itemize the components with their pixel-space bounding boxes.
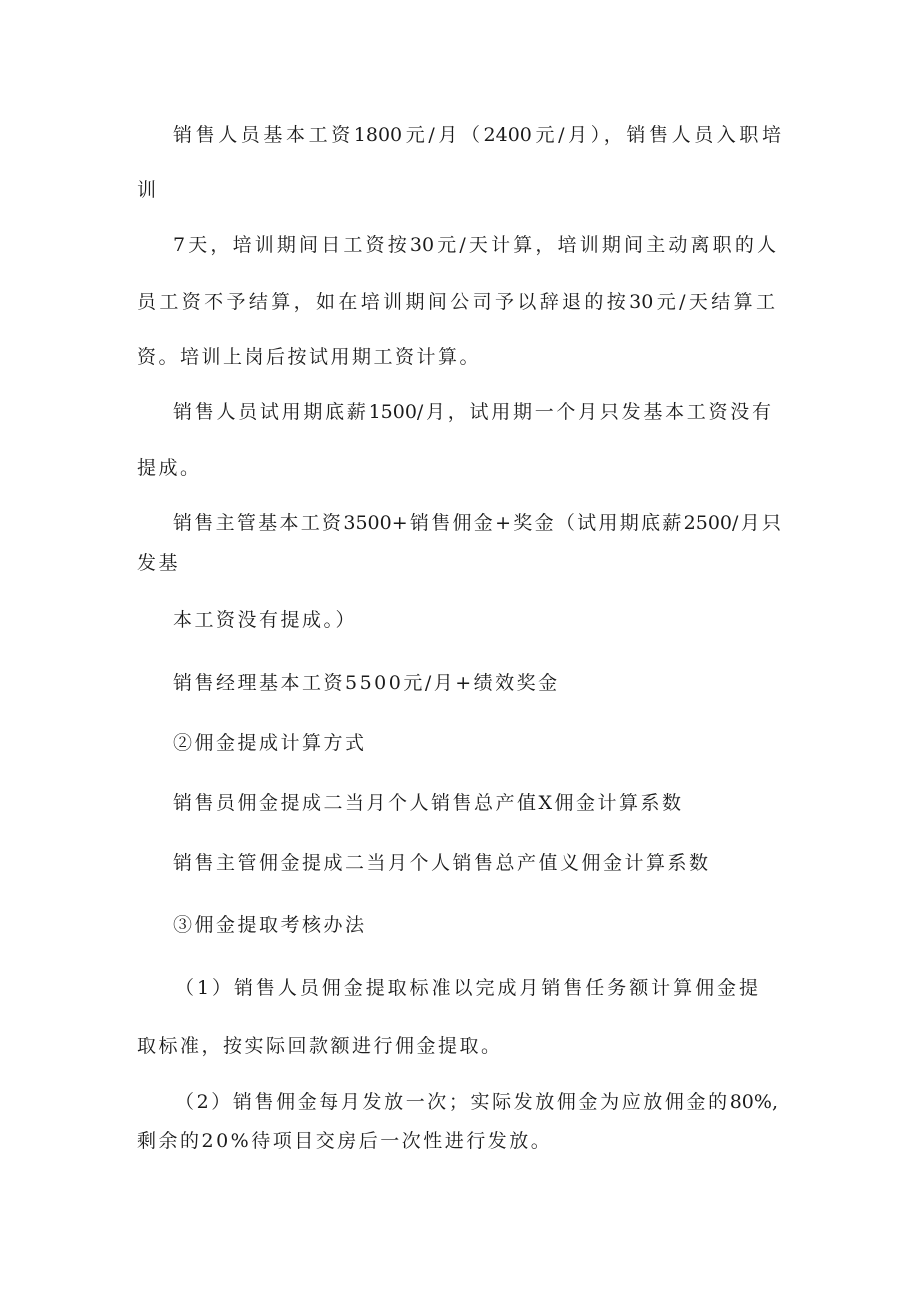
text-line: 销售人员试用期底薪1500/月，试用期一个月只发基本工资没有 xyxy=(173,401,771,423)
section-heading: ③佣金提取考核办法 xyxy=(173,914,367,936)
text-line: （2）销售佣金每月发放一次；实际发放佣金为应放佣金的80%, xyxy=(175,1091,778,1113)
text-line: 资。培训上岗后按试用期工资计算。 xyxy=(137,346,482,368)
text-line: 训 xyxy=(137,179,159,201)
text-line: 剩余的20%待项目交房后一次性进行发放。 xyxy=(137,1130,553,1152)
text-line: 提成。 xyxy=(137,457,202,479)
text-line: 销售主管基本工资3500+销售佣金+奖金（试用期底薪2500/月只 xyxy=(173,512,781,534)
text-line: （1）销售人员佣金提取标准以完成月销售任务额计算佣金提 xyxy=(175,977,758,999)
text-line: 取标准，按实际回款额进行佣金提取。 xyxy=(137,1035,503,1057)
text-line: 发基 xyxy=(137,552,181,574)
text-line: 销售经理基本工资5500元/月+绩效奖金 xyxy=(173,672,560,694)
text-line: 销售人员基本工资1800元/月（2400元/月），销售人员入职培 xyxy=(173,124,781,146)
text-line: 员工资不予结算，如在培训期间公司予以辞退的按30元/天结算工 xyxy=(137,291,775,313)
text-line: 本工资没有提成。） xyxy=(173,609,358,631)
section-heading: ②佣金提成计算方式 xyxy=(173,732,367,754)
text-line: 7天，培训期间日工资按30元/天计算，培训期间主动离职的人 xyxy=(173,234,776,256)
text-line: 销售主管佣金提成二当月个人销售总产值义佣金计算系数 xyxy=(173,852,711,874)
text-line: 销售员佣金提成二当月个人销售总产值X佣金计算系数 xyxy=(173,792,684,814)
